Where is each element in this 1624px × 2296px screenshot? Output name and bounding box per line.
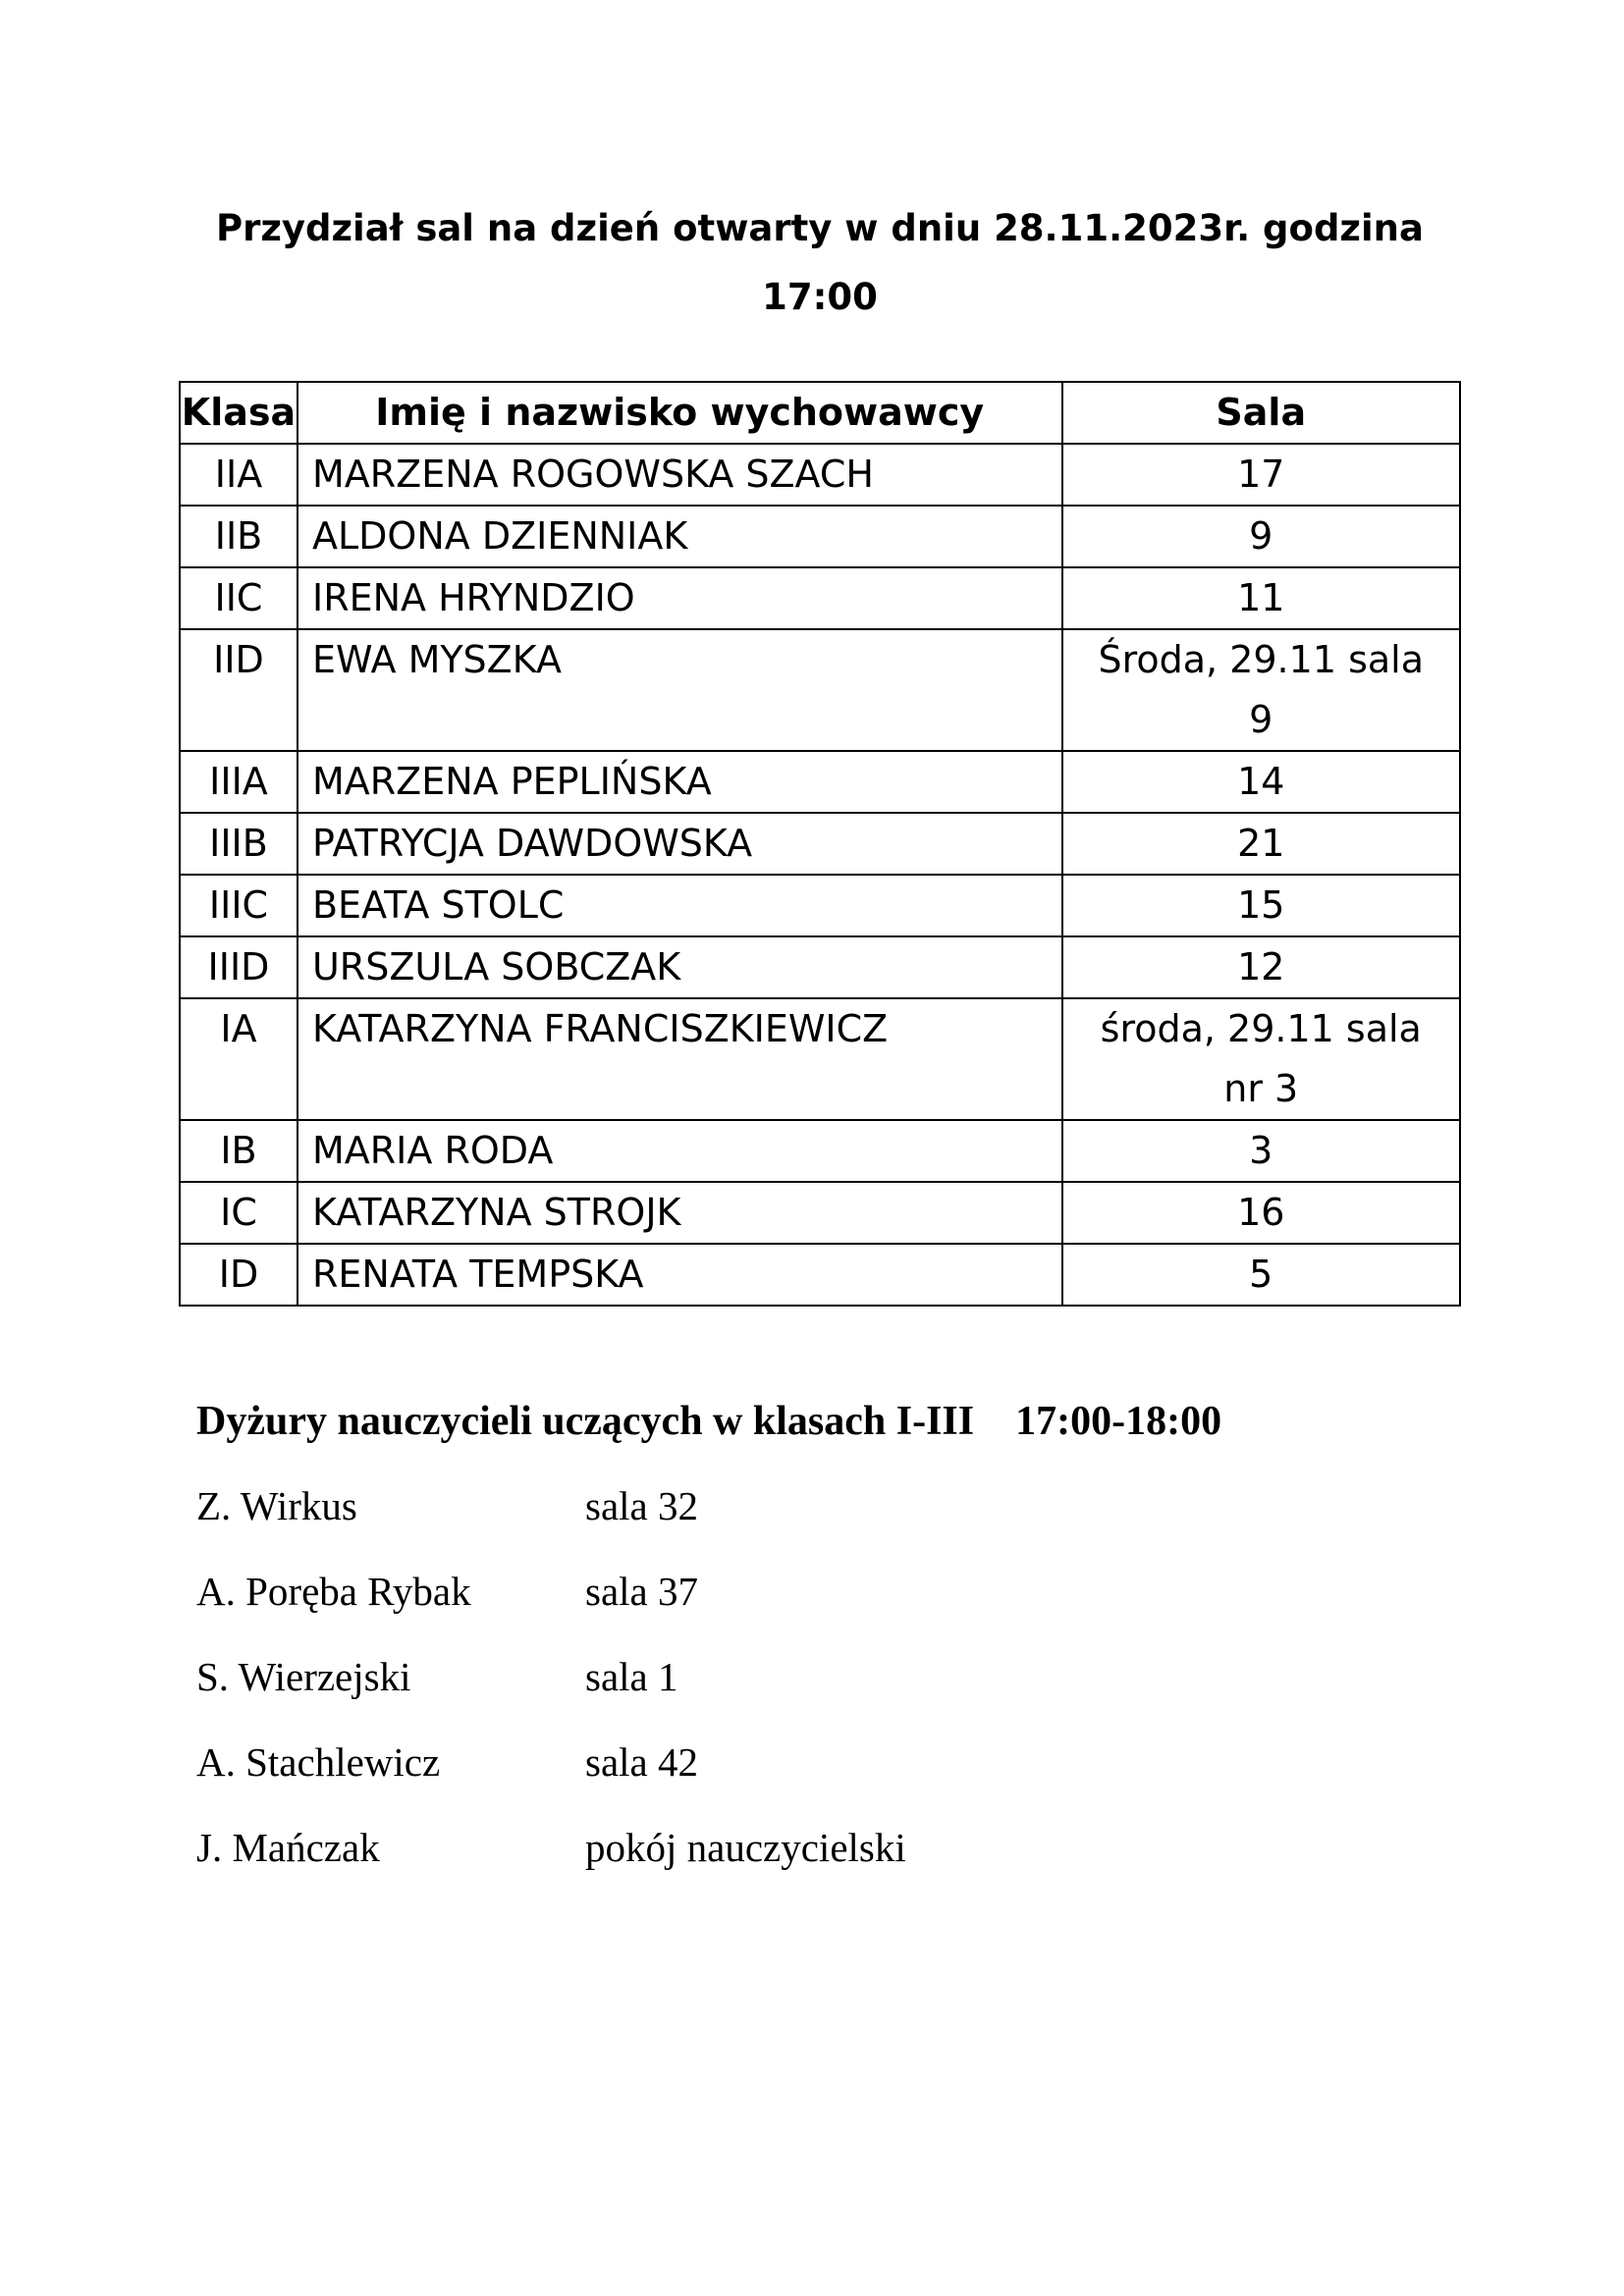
teacher-room: sala 1 [585,1654,678,1699]
table-row [180,875,1460,936]
sala-text: środa, 29.11 sala [1100,1007,1422,1050]
list-item [196,1653,906,1738]
duty-list [196,1482,906,1909]
sala-text: 15 [1237,883,1285,927]
list-item [196,1568,906,1653]
list-item [196,1482,906,1568]
table-row [180,1182,1460,1244]
table-row [180,567,1460,629]
cell-sala [1062,1244,1461,1306]
cell-sala [1062,813,1461,875]
duty-time: 17:00-18:00 [1015,1399,1222,1444]
page-title [177,194,1463,332]
cell-klasa: IIC [180,567,298,629]
cell-klasa: IIA [180,444,298,506]
cell-name: PATRYCJA DAWDOWSKA [298,813,1062,875]
sala-text-continued: 9 [1249,698,1273,741]
sala-text: 21 [1237,822,1285,865]
cell-sala [1062,1120,1461,1182]
sala-text: 12 [1237,945,1285,988]
sala-text: 11 [1237,576,1285,619]
cell-klasa: IIIC [180,875,298,936]
table-row [180,751,1460,813]
cell-name: KATARZYNA FRANCISZKIEWICZ [298,998,1062,1120]
cell-klasa: IIIA [180,751,298,813]
cell-sala [1062,998,1461,1120]
teacher-name: S. Wierzejski [196,1654,411,1699]
teacher-room: sala 42 [585,1739,698,1785]
table-body [180,444,1460,1306]
cell-sala [1062,936,1461,998]
table-row [180,506,1460,567]
cell-klasa: IB [180,1120,298,1182]
table-row [180,998,1460,1120]
cell-name: BEATA STOLC [298,875,1062,936]
teacher-room: sala 32 [585,1483,698,1528]
cell-sala [1062,1182,1461,1244]
list-item [196,1824,906,1909]
teacher-room: sala 37 [585,1569,698,1614]
header-name: Imię i nazwisko wychowawcy [298,382,1062,444]
duty-heading [196,1398,1221,1445]
cell-klasa: IA [180,998,298,1120]
cell-name: MARIA RODA [298,1120,1062,1182]
table-header-row [180,382,1460,444]
table-row [180,444,1460,506]
teacher-name: Z. Wirkus [196,1483,357,1528]
sala-text: 9 [1249,514,1273,558]
duty-heading-text: Dyżury nauczycieli uczących w klasach I-III [196,1399,975,1444]
sala-text: 16 [1237,1191,1285,1234]
cell-klasa: IIB [180,506,298,567]
cell-sala [1062,567,1461,629]
cell-sala [1062,875,1461,936]
cell-sala [1062,629,1461,751]
cell-name: EWA MYSZKA [298,629,1062,751]
room-assignment-table [179,381,1461,1307]
cell-klasa: IC [180,1182,298,1244]
cell-name: IRENA HRYNDZIO [298,567,1062,629]
table-row [180,1120,1460,1182]
cell-klasa: ID [180,1244,298,1306]
header-klasa: Klasa [180,382,298,444]
cell-name: URSZULA SOBCZAK [298,936,1062,998]
cell-sala [1062,506,1461,567]
cell-name: MARZENA PEPLIŃSKA [298,751,1062,813]
sala-text: 3 [1249,1129,1273,1172]
teacher-name: A. Stachlewicz [196,1739,441,1785]
teacher-room: pokój nauczycielski [585,1825,906,1870]
teacher-name: A. Poręba Rybak [196,1569,471,1614]
sala-text: Środa, 29.11 sala [1098,638,1425,681]
table-row [180,629,1460,751]
sala-text: 14 [1237,760,1285,803]
cell-sala [1062,751,1461,813]
sala-text: 17 [1237,453,1285,496]
list-item [196,1738,906,1824]
sala-text: 5 [1249,1253,1273,1296]
cell-klasa: IIIB [180,813,298,875]
cell-klasa: IID [180,629,298,751]
cell-sala [1062,444,1461,506]
table-row [180,936,1460,998]
cell-klasa: IIID [180,936,298,998]
table-row [180,1244,1460,1306]
cell-name: KATARZYNA STROJK [298,1182,1062,1244]
sala-text-continued: nr 3 [1223,1067,1299,1110]
table-row [180,813,1460,875]
header-sala: Sala [1062,382,1461,444]
title-line-2: 17:00 [762,276,878,318]
title-line-1: Przydział sal na dzień otwarty w dniu 28.11.2023r. godzina [216,207,1424,249]
cell-name: ALDONA DZIENNIAK [298,506,1062,567]
teacher-name: J. Mańczak [196,1825,380,1870]
cell-name: RENATA TEMPSKA [298,1244,1062,1306]
cell-name: MARZENA ROGOWSKA SZACH [298,444,1062,506]
